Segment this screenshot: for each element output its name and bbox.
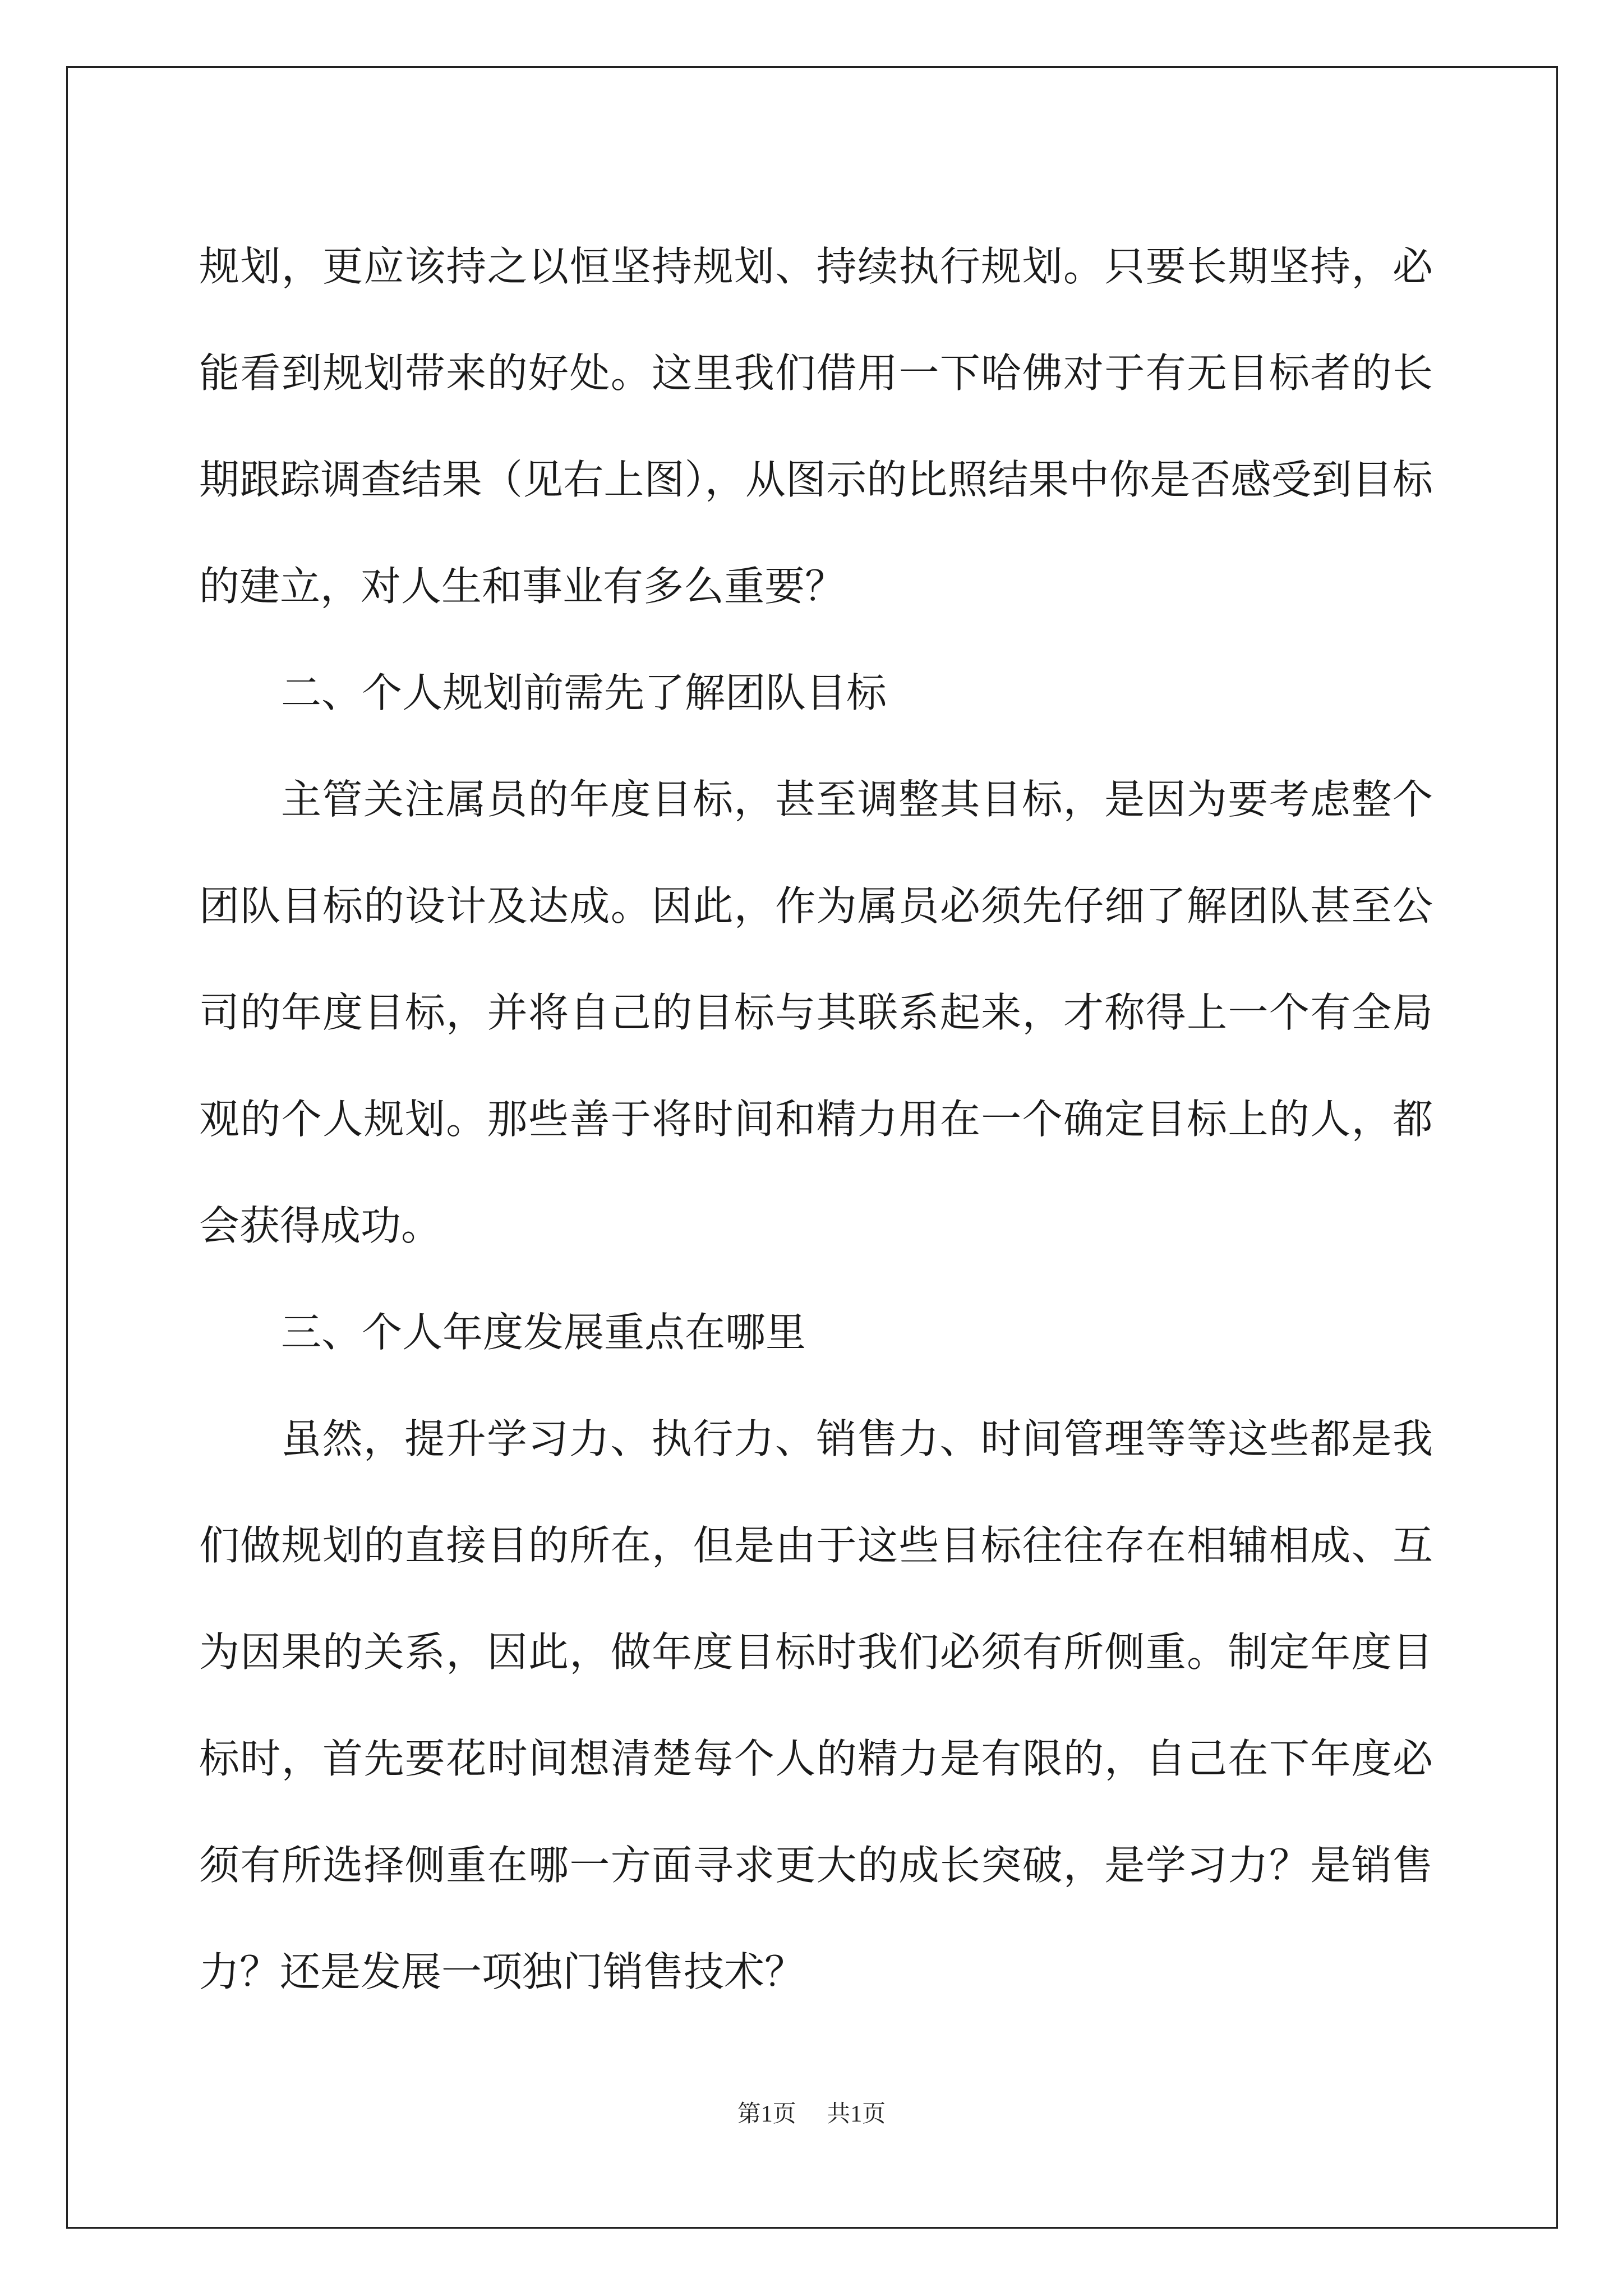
paragraph-2: 主管关注属员的年度目标，甚至调整其目标，是因为要考虑整个团队目标的设计及达成。因此，作为属员必须先仔细了解团队甚至公司的年度目标，并将自己的目标与其联系起来，才称得上一个有全局观的个人规划。那些善于将时间和精力用在一个确定目标上的人，都会获得成功。 xyxy=(199,776,1433,1249)
page-footer xyxy=(0,2095,1623,2129)
page-number: 第1页 xyxy=(737,2101,796,2127)
section-heading-3: 三、个人年度发展重点在哪里 xyxy=(281,1309,806,1356)
document-body xyxy=(199,213,1433,2025)
paragraph-3: 虽然，提升学习力、执行力、销售力、时间管理等等这些都是我们做规划的直接目的所在，但是由于这些目标往往存在相辅相成、互为因果的关系，因此，做年度目标时我们必须有所侧重。制定年度目标时，首先要花时间想清楚每个人的精力是有限的，自己在下年度必须有所选择侧重在哪一方面寻求更大的成长突破，是学习力？是销售力？还是发展一项独门销售技术？ xyxy=(199,1415,1433,1995)
page-total: 共1页 xyxy=(827,2101,886,2127)
section-heading-2: 二、个人规划前需先了解团队目标 xyxy=(281,669,887,716)
paragraph-1: 规划，更应该持之以恒坚持规划、持续执行规划。只要长期坚持，必能看到规划带来的好处。这里我们借用一下哈佛对于有无目标者的长期跟踪调查结果（见右上图），从图示的比照结果中你是否感受到目标的建立，对人生和事业有多么重要？ xyxy=(199,243,1433,610)
